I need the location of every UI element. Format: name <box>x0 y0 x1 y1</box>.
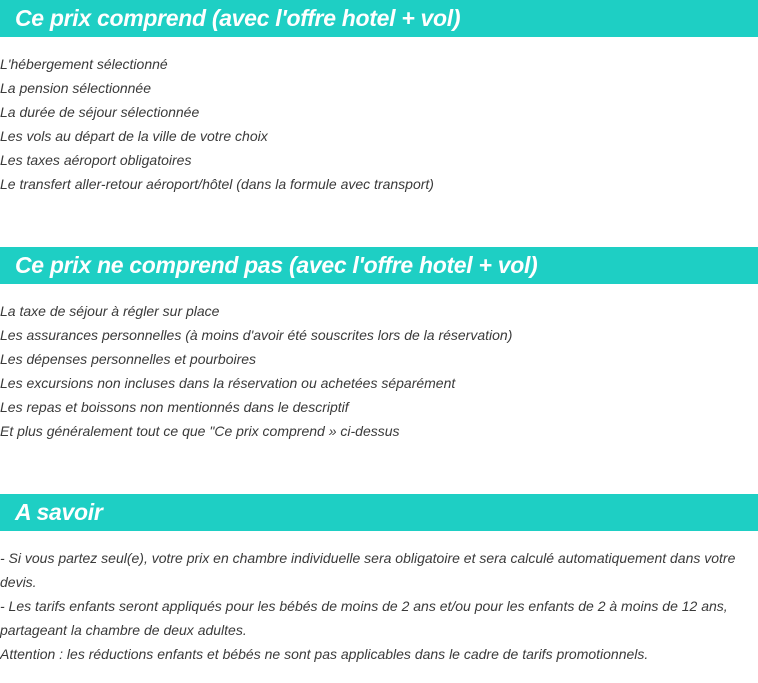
section-title: Ce prix ne comprend pas (avec l'offre hotel + vol) <box>15 252 538 278</box>
list-item: Les excursions non incluses dans la réservation ou achetées séparément <box>0 375 456 391</box>
section-header <box>0 494 758 531</box>
list-item: Les vols au départ de la ville de votre choix <box>0 128 268 144</box>
list-item: Et plus généralement tout ce que "Ce prix comprend » ci-dessus <box>0 423 400 439</box>
list-item: L'hébergement sélectionné <box>0 56 168 72</box>
info-line-single: - Si vous partez seul(e), votre prix en chambre individuelle sera obligatoire et sera calculé automatiquement dans votre devis. <box>0 550 736 590</box>
included-list <box>0 52 758 196</box>
section-price-excludes <box>0 247 758 443</box>
list-item: La durée de séjour sélectionnée <box>0 104 200 120</box>
info-line-attention: Attention : les réductions enfants et bébés ne sont pas applicables dans le cadre de tarifs promotionnels. <box>0 646 649 662</box>
list-item: Les dépenses personnelles et pourboires <box>0 351 257 367</box>
list-item: La taxe de séjour à régler sur place <box>0 303 220 319</box>
list-item: Le transfert aller-retour aéroport/hôtel (dans la formule avec transport) <box>0 176 434 192</box>
info-paragraph <box>0 546 750 666</box>
section-header <box>0 247 758 284</box>
excluded-list <box>0 299 758 443</box>
section-title: Ce prix comprend (avec l'offre hotel + vol) <box>15 5 461 31</box>
section-header <box>0 0 758 37</box>
section-title: A savoir <box>15 499 103 525</box>
list-item: Les repas et boissons non mentionnés dans le descriptif <box>0 399 349 415</box>
section-price-includes <box>0 0 758 196</box>
list-item: Les assurances personnelles (à moins d'avoir été souscrites lors de la réservation) <box>0 327 513 343</box>
info-line-children: - Les tarifs enfants seront appliqués pour les bébés de moins de 2 ans et/ou pour les enfants de 2 à moins de 12 ans, partageant la chambre de deux adultes. <box>0 598 728 638</box>
list-item: La pension sélectionnée <box>0 80 152 96</box>
section-good-to-know <box>0 494 758 666</box>
list-item: Les taxes aéroport obligatoires <box>0 152 192 168</box>
